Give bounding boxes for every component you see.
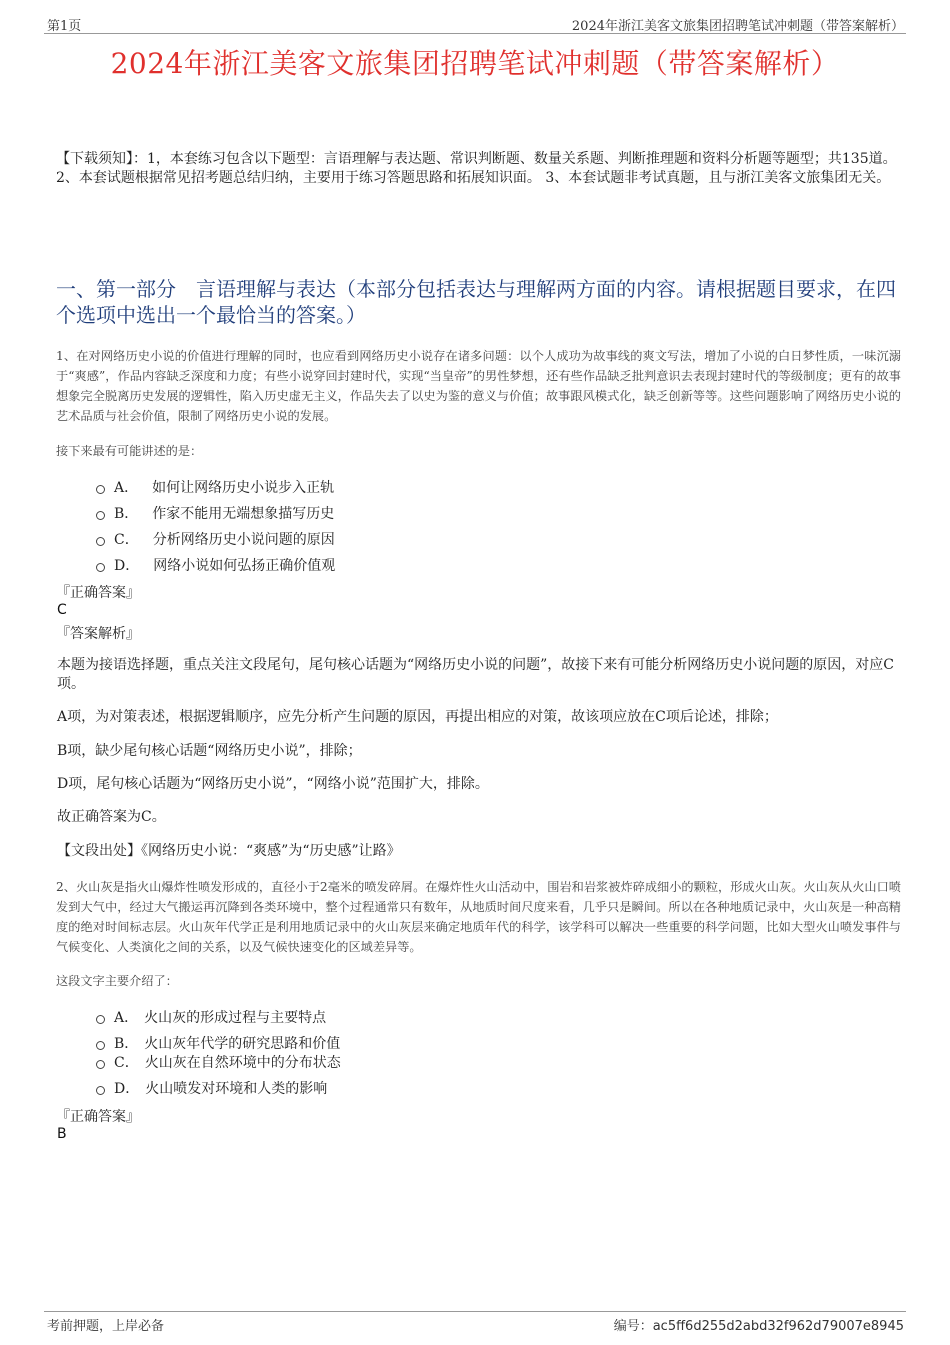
q2-option-c[interactable] [96,1052,341,1072]
question-1-text: 1、在对网络历史小说的价值进行理解的同时，也应看到网络历史小说存在诸多问题：以个人成功为故事线的爽文写法，增加了小说的白日梦性质，一味沉溺于“爽感”，作品内容缺乏深度和力度；有些小说穿回封建时代，实现“当皇帝”的男性梦想，还有些作品缺乏批判意识去表现封建时代的等级制度；更有的故事想象完全脱离历史发展的逻辑性，陷入历史虚无主义，作品失去了以史为鉴的意义与价值；故事跟风模式化，缺乏创新等等。这些问题影响了网络历史小说的艺术品质与社会价值，限制了网络历史小说的发展。 [56,349,901,423]
question-2-prompt: 这段文字主要介绍了： [56,974,178,988]
option-label: C． [114,1055,139,1071]
option-text: 作家不能用无端想象描写历史 [152,506,335,522]
option-label: B． [114,1036,139,1052]
radio-icon[interactable] [96,563,105,572]
q1-answer: C [57,602,67,618]
q2-answer-heading: 『正确答案』 [56,1109,140,1125]
q1-answer-heading: 『正确答案』 [56,585,140,601]
header-doc-title: 2024年浙江美客文旅集团招聘笔试冲刺题（带答案解析） [571,19,904,34]
option-text: 火山灰的形成过程与主要特点 [144,1010,327,1026]
option-text: 火山灰在自然环境中的分布状态 [144,1055,341,1071]
question-1-prompt: 接下来最有可能讲述的是： [56,444,203,458]
q2-option-a[interactable] [96,1007,326,1027]
download-notice: 【下载须知】：1，本套练习包含以下题型：言语理解与表达题、常识判断题、数量关系题、判断推理题和资料分析题等题型；共135道。 2、本套试题根据常见招考题总结归纳，主要用于练习答题思路和拓展知识面。 3、本套试题非考试真题，且与浙江美客文旅集团无关。 [56,151,897,186]
option-label: B． [114,506,139,522]
footer-code-value: ac5ff6d255d2abd32f962d79007e8945 [652,1319,904,1334]
q1-analysis-2: A项，为对策表述，根据逻辑顺序，应先分析产生问题的原因，再提出相应的对策，故该项应放在C项后论述，排除； [57,709,778,725]
radio-icon[interactable] [96,1060,105,1069]
radio-icon[interactable] [96,537,105,546]
page-number: 第1页 [47,19,82,34]
option-text: 分析网络历史小说问题的原因 [152,532,335,548]
q1-option-a[interactable] [96,477,334,497]
q1-analysis-heading: 『答案解析』 [56,626,140,642]
footer-divider [44,1311,906,1312]
option-label: A． [114,1010,139,1026]
radio-icon[interactable] [96,1015,105,1024]
header-divider [44,33,906,34]
footer-slogan: 考前押题，上岸必备 [47,1319,165,1334]
q1-analysis-4: D项，尾句核心话题为“网络历史小说”，“网络小说”范围扩大，排除。 [57,776,489,792]
q1-option-d[interactable] [96,555,335,575]
q2-option-d[interactable] [96,1078,327,1098]
q1-analysis-1: 本题为接语选择题，重点关注文段尾句，尾句核心话题为“网络历史小说的问题”，故接下来有可能分析网络历史小说问题的原因，对应C项。 [57,657,895,692]
option-text: 火山灰年代学的研究思路和价值 [144,1036,341,1052]
footer-code [614,1315,904,1334]
radio-icon[interactable] [96,511,105,520]
page-title: 2024年浙江美客文旅集团招聘笔试冲刺题（带答案解析） [110,47,840,80]
section-heading: 一、第一部分 言语理解与表达（本部分包括表达与理解两方面的内容。请根据题目要求，在四个选项中选出一个最恰当的答案。） [56,277,896,327]
radio-icon[interactable] [96,1041,105,1050]
option-label: C． [114,532,139,548]
q1-option-c[interactable] [96,529,335,549]
option-label: A． [114,480,139,496]
option-text: 网络小说如何弘扬正确价值观 [153,558,336,574]
q1-analysis-5: 故正确答案为C。 [57,809,166,825]
q1-analysis-3: B项，缺少尾句核心话题“网络历史小说”，排除； [57,743,362,759]
option-text: 如何让网络历史小说步入正轨 [152,480,335,496]
q1-source: 【文段出处】《网络历史小说：“爽感”为“历史感”让路》 [57,843,401,859]
option-label: D． [114,1081,140,1097]
radio-icon[interactable] [96,485,105,494]
option-text: 火山喷发对环境和人类的影响 [145,1081,328,1097]
footer-code-label: 编号： [613,1319,653,1334]
question-2-text: 2、火山灰是指火山爆炸性喷发形成的，直径小于2毫米的喷发碎屑。在爆炸性火山活动中，围岩和岩浆被炸碎成细小的颗粒，形成火山灰。火山灰从火山口喷发到大气中，经过大气搬运再沉降到各类环境中，整个过程通常只有数年，从地质时间尺度来看，几乎只是瞬间。所以在各种地质记录中，火山灰是一种高精度的绝对时间标志层。火山灰年代学正是利用地质记录中的火山灰层来确定地质年代的科学，该学科可以解决一些重要的科学问题，比如大型火山喷发事件与气候变化、人类演化之间的关系，以及气候快速变化的区域差异等。 [56,880,901,954]
q1-option-b[interactable] [96,503,334,523]
option-label: D． [114,558,140,574]
radio-icon[interactable] [96,1086,105,1095]
q2-answer: B [57,1126,67,1142]
q2-option-b[interactable] [96,1033,340,1053]
